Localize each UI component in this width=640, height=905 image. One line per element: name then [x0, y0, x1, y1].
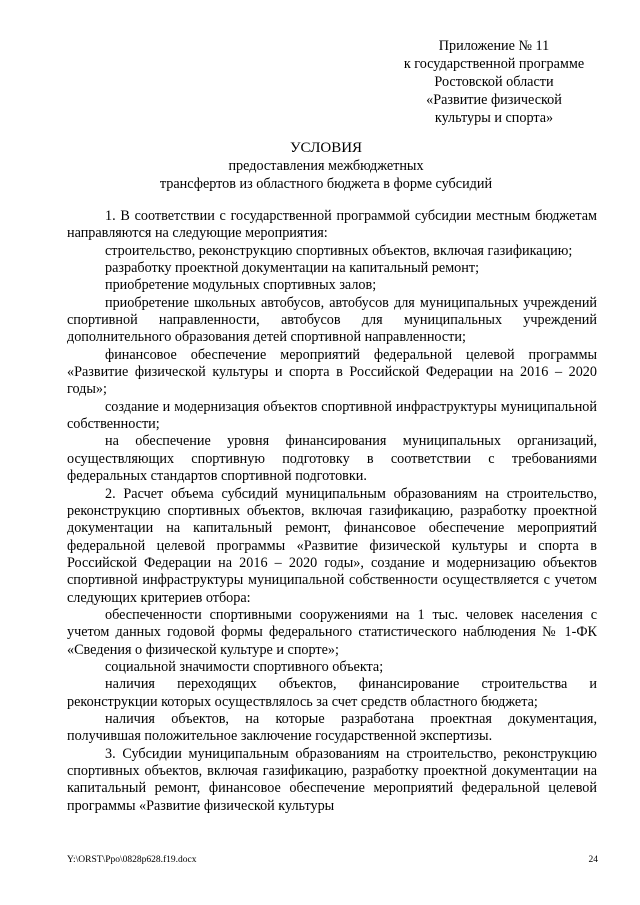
paragraph: обеспеченности спортивными сооружениями на 1 тыс. человек населения с учетом данных годовой формы федерального статистического наблюдения № 1-ФК «Сведения о физической культуре и спорте»; [67, 606, 597, 658]
appendix-line: Приложение № 11 [438, 38, 550, 54]
appendix-block [384, 37, 604, 127]
paragraph: 1. В соответствии с государственной программой субсидии местным бюджетам направляются на следующие мероприятия: [67, 208, 597, 242]
paragraph: наличия переходящих объектов, финансирование строительства и реконструкции которых осуществлялось за счет средств областного бюджета; [67, 676, 597, 710]
paragraph: приобретение модульных спортивных залов; [105, 277, 377, 294]
paragraph: финансовое обеспечение мероприятий федеральной целевой программы «Развитие физической культуры и спорта в Российской Федерации на 2016 – 2020 годы»; [67, 346, 597, 398]
document-body [67, 208, 597, 815]
footer-file-path: Y:\ORST\Ppo\0828p628.f19.docx [67, 855, 197, 865]
paragraph: строительство, реконструкцию спортивных объектов, включая газификацию; [105, 242, 573, 259]
paragraph: на обеспечение уровня финансирования муниципальных организаций, осуществляющих спортивную подготовку в соответствии с требованиями федеральных стандартов спортивной подготовки. [67, 433, 597, 485]
appendix-line: к государственной программе [403, 56, 585, 72]
paragraph: 2. Расчет объема субсидий муниципальным образованиям на строительство, реконструкцию спортивных объектов, включая газификацию, разработку проектной документации на капитальный ремонт, финансовое обеспечение мероприятий федеральной целевой программы «Развитие физической культуры и спорта в Российской Федерации на 2016 – 2020 годы», создание и модернизацию объектов спортивной инфраструктуры муниципальной собственности осуществляется с учетом следующих критериев отбора: [67, 485, 597, 606]
document-title: УСЛОВИЯ [289, 140, 363, 156]
paragraph: приобретение школьных автобусов, автобусов для муниципальных учреждений спортивной направленности, автобусов для муниципальных учреждений дополнительного образования детей спортивной направленности; [67, 294, 597, 346]
document-subtitle-line2: трансфертов из областного бюджета в форме субсидий [159, 176, 493, 192]
appendix-line: Ростовской области [434, 74, 554, 90]
appendix-line: «Развитие физической [426, 92, 562, 108]
footer-page-number: 24 [588, 855, 598, 865]
appendix-line: культуры и спорта» [434, 110, 554, 126]
paragraph: социальной значимости спортивного объекта; [105, 658, 384, 675]
paragraph: создание и модернизация объектов спортивной инфраструктуры муниципальной собственности; [67, 398, 597, 433]
paragraph: наличия объектов, на которые разработана проектная документация, получившая положительное заключение государственной экспертизы. [67, 710, 597, 745]
paragraph: 3. Субсидии муниципальным образованиям на строительство, реконструкцию спортивных объектов, включая газификацию, разработку проектной документации на капитальный ремонт, финансовое обеспечение мероприятий федеральной целевой программы «Развитие физической культуры [67, 745, 597, 814]
document-subtitle-line1: предоставления межбюджетных [228, 158, 424, 174]
paragraph: разработку проектной документации на капитальный ремонт; [105, 260, 480, 277]
